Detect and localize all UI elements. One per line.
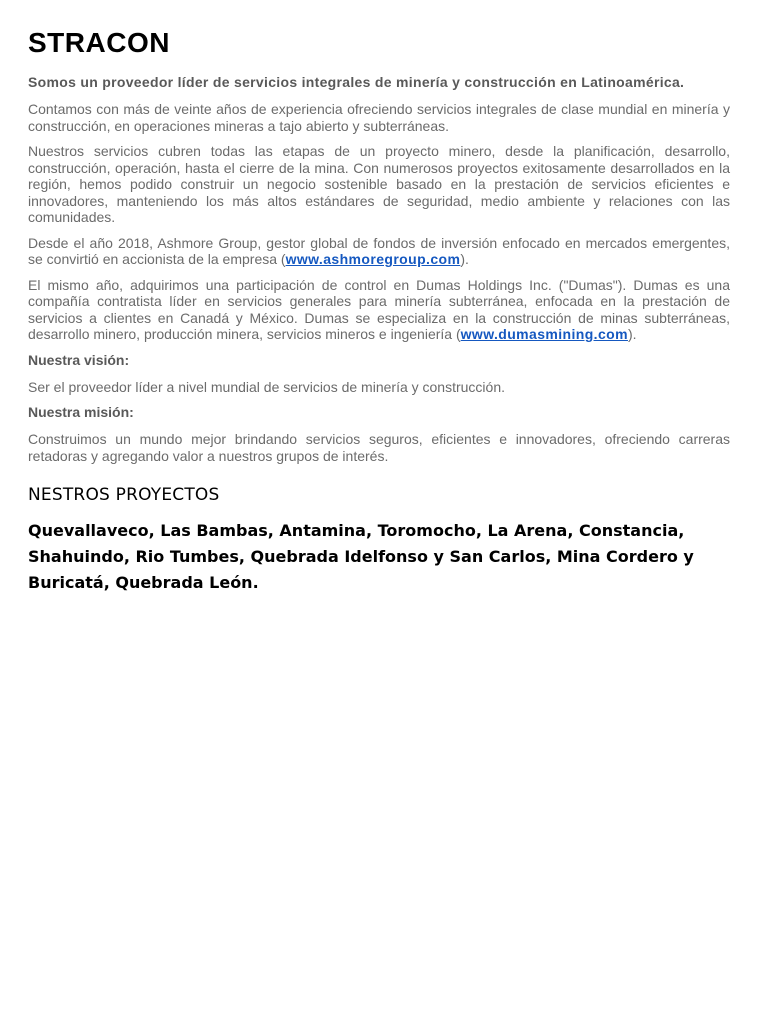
paragraph-dumas [28,277,730,343]
paragraph-ashmore-end: ). [460,251,469,267]
mission-heading: Nuestra misión: [28,404,134,420]
vision-heading: Nuestra visión: [28,351,130,368]
company-title: STRACON [28,27,170,58]
document-content [28,26,730,596]
dumas-link[interactable]: www.dumasmining.com [460,326,628,342]
lead-statement: Somos un proveedor líder de servicios integrales de minería y construcción en Latinoamérica. [28,74,685,90]
projects-heading: NESTROS PROYECTOS [28,485,220,505]
ashmore-link[interactable]: www.ashmoregroup.com [285,251,461,267]
mission-text: Construimos un mundo mejor brindando servicios seguros, eficientes e innovadores, ofreciendo carreras retadoras y agregando valor a nuestros grupos de interés. [28,431,730,464]
paragraph-dumas-text: El mismo año, adquirimos una participación de control en Dumas Holdings Inc. ("Dumas"). Dumas es una compañía contratista líder en servicios generales para minería subterránea, enfocada en la prestación de servicios a clientes en Canadá y México. Dumas se especializa en la construcción de minas subterráneas, desarrollo minero, producción minera, servicios mineros e ingeniería ( [28,276,730,342]
vision-text: Ser el proveedor líder a nivel mundial de servicios de minería y construcción. [28,378,506,395]
projects-list: Quevallaveco, Las Bambas, Antamina, Toromocho, La Arena, Constancia, Shahuindo, Rio Tumbes, Quebrada Idelfonso y San Carlos, Mina Cordero y Buricatá, Quebrada León. [28,521,694,592]
paragraph-experience: Contamos con más de veinte años de experiencia ofreciendo servicios integrales de clase mundial en minería y construcción, en operaciones mineras a tajo abierto y subterráneas. [28,101,730,134]
paragraph-ashmore [28,235,730,268]
paragraph-ashmore-text: Desde el año 2018, Ashmore Group, gestor global de fondos de inversión enfocado en mercados emergentes, se convirtió en accionista de la empresa ( [28,234,730,267]
paragraph-services: Nuestros servicios cubren todas las etapas de un proyecto minero, desde la planificación, desarrollo, construcción, operación, hasta el cierre de la mina. Con numerosos proyectos exitosamente desarrollados en la región, hemos podido construir un negocio sostenible basado en la prestación de servicios eficientes e innovadores, manteniendo los más altos estándares de seguridad, medio ambiente y relaciones con las comunidades. [28,143,730,225]
paragraph-dumas-end: ). [627,326,637,342]
